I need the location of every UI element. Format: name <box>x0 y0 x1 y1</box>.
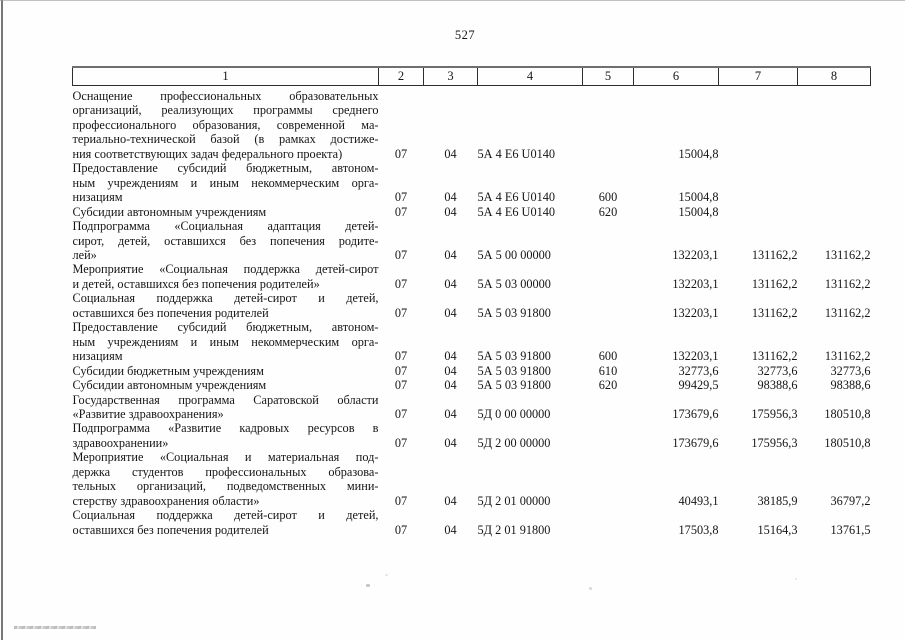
row-name-line: профессионального образования, современной ма- <box>72 117 379 132</box>
cell-podrazdel: 04 <box>444 522 457 537</box>
row-name <box>73 320 379 363</box>
cell-amount-year2: 175956,3 <box>751 406 798 421</box>
scan-smudge <box>14 626 96 629</box>
cell-razdel: 07 <box>394 276 408 291</box>
cell-amount-year3: 98388,6 <box>830 378 871 393</box>
table-row <box>73 291 871 320</box>
cell-razdel: 07 <box>394 190 408 205</box>
column-header-7: 7 <box>719 67 798 86</box>
row-name-line: Оснащение профессиональных образовательных <box>72 89 379 103</box>
cell-target-code: 5Д 0 00 00000 <box>477 406 551 421</box>
cell-expense-type <box>583 219 634 262</box>
cell-amount-year2 <box>719 86 798 162</box>
row-name-line: «Развитие здравоохранения» <box>72 406 224 421</box>
cell-target-code: 5А 4 Е6 U0140 <box>477 146 556 161</box>
cell-expense-type <box>583 262 634 291</box>
row-name <box>73 262 379 291</box>
row-name-line: Мероприятие «Социальная и материальная под- <box>72 450 379 465</box>
cell-razdel: 07 <box>394 247 408 262</box>
cell-razdel: 07 <box>394 435 408 450</box>
row-name-line: Социальная поддержка детей-сирот и детей, <box>72 291 379 306</box>
cell-podrazdel: 04 <box>444 378 457 393</box>
row-name <box>73 393 379 422</box>
row-name-line: здравоохранении» <box>72 435 169 450</box>
cell-podrazdel: 04 <box>444 276 457 291</box>
column-header-6: 6 <box>634 67 719 86</box>
budget-table <box>72 66 871 537</box>
scan-speck <box>366 584 370 587</box>
cell-expense-type: 620 <box>598 204 618 219</box>
row-name-line: териально-технической базой (в рамках достиже- <box>72 132 379 147</box>
row-name-line: Субсидии автономным учреждениям <box>72 378 267 393</box>
column-header-2: 2 <box>379 67 424 86</box>
cell-amount-year1: 15004,8 <box>678 204 719 219</box>
row-name-line: оставшихся без попечения родителей <box>72 522 269 537</box>
row-name-line: Субсидии автономным учреждениям <box>72 204 267 219</box>
cell-amount-year2: 38185,9 <box>757 493 798 508</box>
cell-razdel: 07 <box>394 349 408 364</box>
column-header-4: 4 <box>478 67 583 86</box>
page-number: 527 <box>454 28 476 42</box>
row-name-line: Социальная поддержка детей-сирот и детей, <box>72 508 379 523</box>
cell-amount-year1: 99429,5 <box>678 378 719 393</box>
cell-podrazdel: 04 <box>444 363 457 378</box>
cell-amount-year2: 131162,2 <box>751 349 798 364</box>
table-row <box>73 421 871 450</box>
row-name-line: ным учреждениям и иным некоммерческим орга- <box>72 334 379 349</box>
cell-amount-year1: 132203,1 <box>672 349 719 364</box>
row-name <box>73 205 379 219</box>
table-header-row <box>73 67 871 86</box>
cell-amount-year3: 131162,2 <box>824 305 871 320</box>
cell-razdel: 07 <box>394 493 408 508</box>
cell-amount-year3 <box>798 205 871 219</box>
row-name-line: оставшихся без попечения родителей <box>72 305 269 320</box>
row-name-line: ния соответствующих задач федерального проекта) <box>72 146 343 161</box>
row-name-line: Подпрограмма «Социальная адаптация детей- <box>72 219 379 234</box>
cell-target-code: 5А 5 03 91800 <box>477 349 551 364</box>
cell-razdel: 07 <box>394 305 408 320</box>
row-name-line: лей» <box>72 247 97 262</box>
scan-left-edge-line <box>1 0 3 640</box>
cell-target-code: 5А 4 Е6 U0140 <box>477 204 556 219</box>
cell-podrazdel: 04 <box>444 204 457 219</box>
cell-expense-type <box>583 291 634 320</box>
row-name-line: Предоставление субсидий бюджетным, автоном- <box>72 320 379 335</box>
row-name-line: держка студентов профессиональных образова- <box>72 464 379 479</box>
row-name <box>73 86 379 162</box>
cell-target-code: 5Д 2 01 91800 <box>477 522 551 537</box>
row-name-line: Государственная программа Саратовской области <box>72 392 379 407</box>
cell-amount-year2: 32773,6 <box>757 363 798 378</box>
cell-expense-type <box>583 508 634 537</box>
cell-podrazdel: 04 <box>444 435 457 450</box>
table-row <box>73 219 871 262</box>
cell-amount-year3: 131162,2 <box>824 247 871 262</box>
cell-podrazdel: 04 <box>444 146 457 161</box>
table-row <box>73 378 871 392</box>
cell-expense-type: 620 <box>598 378 618 393</box>
cell-amount-year1: 32773,6 <box>678 363 719 378</box>
cell-target-code: 5Д 2 01 00000 <box>477 493 551 508</box>
row-name-line: Предоставление субсидий бюджетным, автоном- <box>72 161 379 176</box>
row-name-line: низациям <box>72 190 123 205</box>
row-name <box>73 291 379 320</box>
cell-amount-year2: 15164,3 <box>757 522 798 537</box>
cell-amount-year2: 98388,6 <box>757 378 798 393</box>
cell-target-code: 5А 5 03 91800 <box>477 305 551 320</box>
cell-podrazdel: 04 <box>444 190 457 205</box>
table-row <box>73 161 871 204</box>
cell-expense-type: 600 <box>598 190 618 205</box>
cell-amount-year3 <box>798 161 871 204</box>
row-name <box>73 161 379 204</box>
row-name <box>73 508 379 537</box>
cell-amount-year1: 173679,6 <box>672 406 719 421</box>
cell-amount-year1: 173679,6 <box>672 435 719 450</box>
cell-podrazdel: 04 <box>444 349 457 364</box>
cell-amount-year3: 36797,2 <box>830 493 871 508</box>
cell-amount-year2: 131162,2 <box>751 305 798 320</box>
row-name <box>73 364 379 378</box>
row-name-line: стерству здравоохранения области» <box>72 493 260 508</box>
table-row <box>73 86 871 162</box>
cell-amount-year3: 180510,8 <box>824 435 871 450</box>
column-header-8: 8 <box>798 67 871 86</box>
cell-razdel: 07 <box>394 363 408 378</box>
cell-amount-year1: 15004,8 <box>678 146 719 161</box>
cell-amount-year1: 132203,1 <box>672 305 719 320</box>
column-header-1: 1 <box>73 67 379 86</box>
cell-razdel: 07 <box>394 146 408 161</box>
cell-expense-type <box>583 450 634 508</box>
table-row <box>73 320 871 363</box>
cell-amount-year3: 13761,5 <box>830 522 871 537</box>
cell-amount-year2: 175956,3 <box>751 435 798 450</box>
scan-top-edge-line <box>0 0 905 1</box>
cell-podrazdel: 04 <box>444 305 457 320</box>
row-name <box>73 378 379 392</box>
cell-amount-year1: 17503,8 <box>678 522 719 537</box>
cell-podrazdel: 04 <box>444 247 457 262</box>
cell-amount-year1: 132203,1 <box>672 247 719 262</box>
table-row <box>73 393 871 422</box>
cell-amount-year3: 131162,2 <box>824 349 871 364</box>
scan-speck <box>589 587 592 590</box>
cell-amount-year2: 131162,2 <box>751 276 798 291</box>
row-name-line: и детей, оставшихся без попечения родителей» <box>72 276 320 291</box>
row-name <box>73 450 379 508</box>
row-name-line: организаций, реализующих программы среднего <box>72 103 379 118</box>
scan-speck <box>385 574 388 576</box>
row-name-line: Подпрограмма «Развитие кадровых ресурсов в <box>72 421 379 436</box>
cell-amount-year1: 132203,1 <box>672 276 719 291</box>
cell-target-code: 5А 5 03 91800 <box>477 363 551 378</box>
cell-razdel: 07 <box>394 378 408 393</box>
cell-target-code: 5Д 2 00 00000 <box>477 435 551 450</box>
cell-target-code: 5А 5 03 91800 <box>477 378 551 393</box>
row-name-line: сирот, детей, оставшихся без попечения родите- <box>72 233 379 248</box>
cell-target-code: 5А 5 00 00000 <box>477 247 551 262</box>
table-row <box>73 205 871 219</box>
cell-amount-year2 <box>719 161 798 204</box>
cell-amount-year3: 131162,2 <box>824 276 871 291</box>
column-header-3: 3 <box>424 67 478 86</box>
row-name-line: ным учреждениям и иным некоммерческим орга- <box>72 175 379 190</box>
cell-podrazdel: 04 <box>444 493 457 508</box>
table-row <box>73 364 871 378</box>
cell-expense-type <box>583 86 634 162</box>
scan-speck <box>795 578 797 580</box>
cell-amount-year2: 131162,2 <box>751 247 798 262</box>
row-name-line: низациям <box>72 349 123 364</box>
table-body <box>73 86 871 538</box>
column-header-5: 5 <box>583 67 634 86</box>
cell-razdel: 07 <box>394 406 408 421</box>
row-name-line: Субсидии бюджетным учреждениям <box>72 363 264 378</box>
cell-expense-type: 610 <box>598 363 618 378</box>
cell-amount-year3: 32773,6 <box>830 363 871 378</box>
table-row <box>73 450 871 508</box>
cell-podrazdel: 04 <box>444 406 457 421</box>
row-name-line: тельных организаций, подведомственных мини- <box>72 479 379 494</box>
cell-expense-type <box>583 421 634 450</box>
cell-target-code: 5А 5 03 00000 <box>477 276 551 291</box>
cell-amount-year3: 180510,8 <box>824 406 871 421</box>
cell-expense-type: 600 <box>598 349 618 364</box>
cell-amount-year1: 15004,8 <box>678 190 719 205</box>
table-row <box>73 508 871 537</box>
row-name <box>73 421 379 450</box>
cell-expense-type <box>583 393 634 422</box>
cell-razdel: 07 <box>394 522 408 537</box>
row-name-line: Мероприятие «Социальная поддержка детей-сирот <box>72 262 379 277</box>
row-name <box>73 219 379 262</box>
cell-razdel: 07 <box>394 204 408 219</box>
cell-amount-year1: 40493,1 <box>678 493 719 508</box>
cell-amount-year2 <box>719 205 798 219</box>
cell-target-code: 5А 4 Е6 U0140 <box>477 190 556 205</box>
table-row <box>73 262 871 291</box>
cell-amount-year3 <box>798 86 871 162</box>
